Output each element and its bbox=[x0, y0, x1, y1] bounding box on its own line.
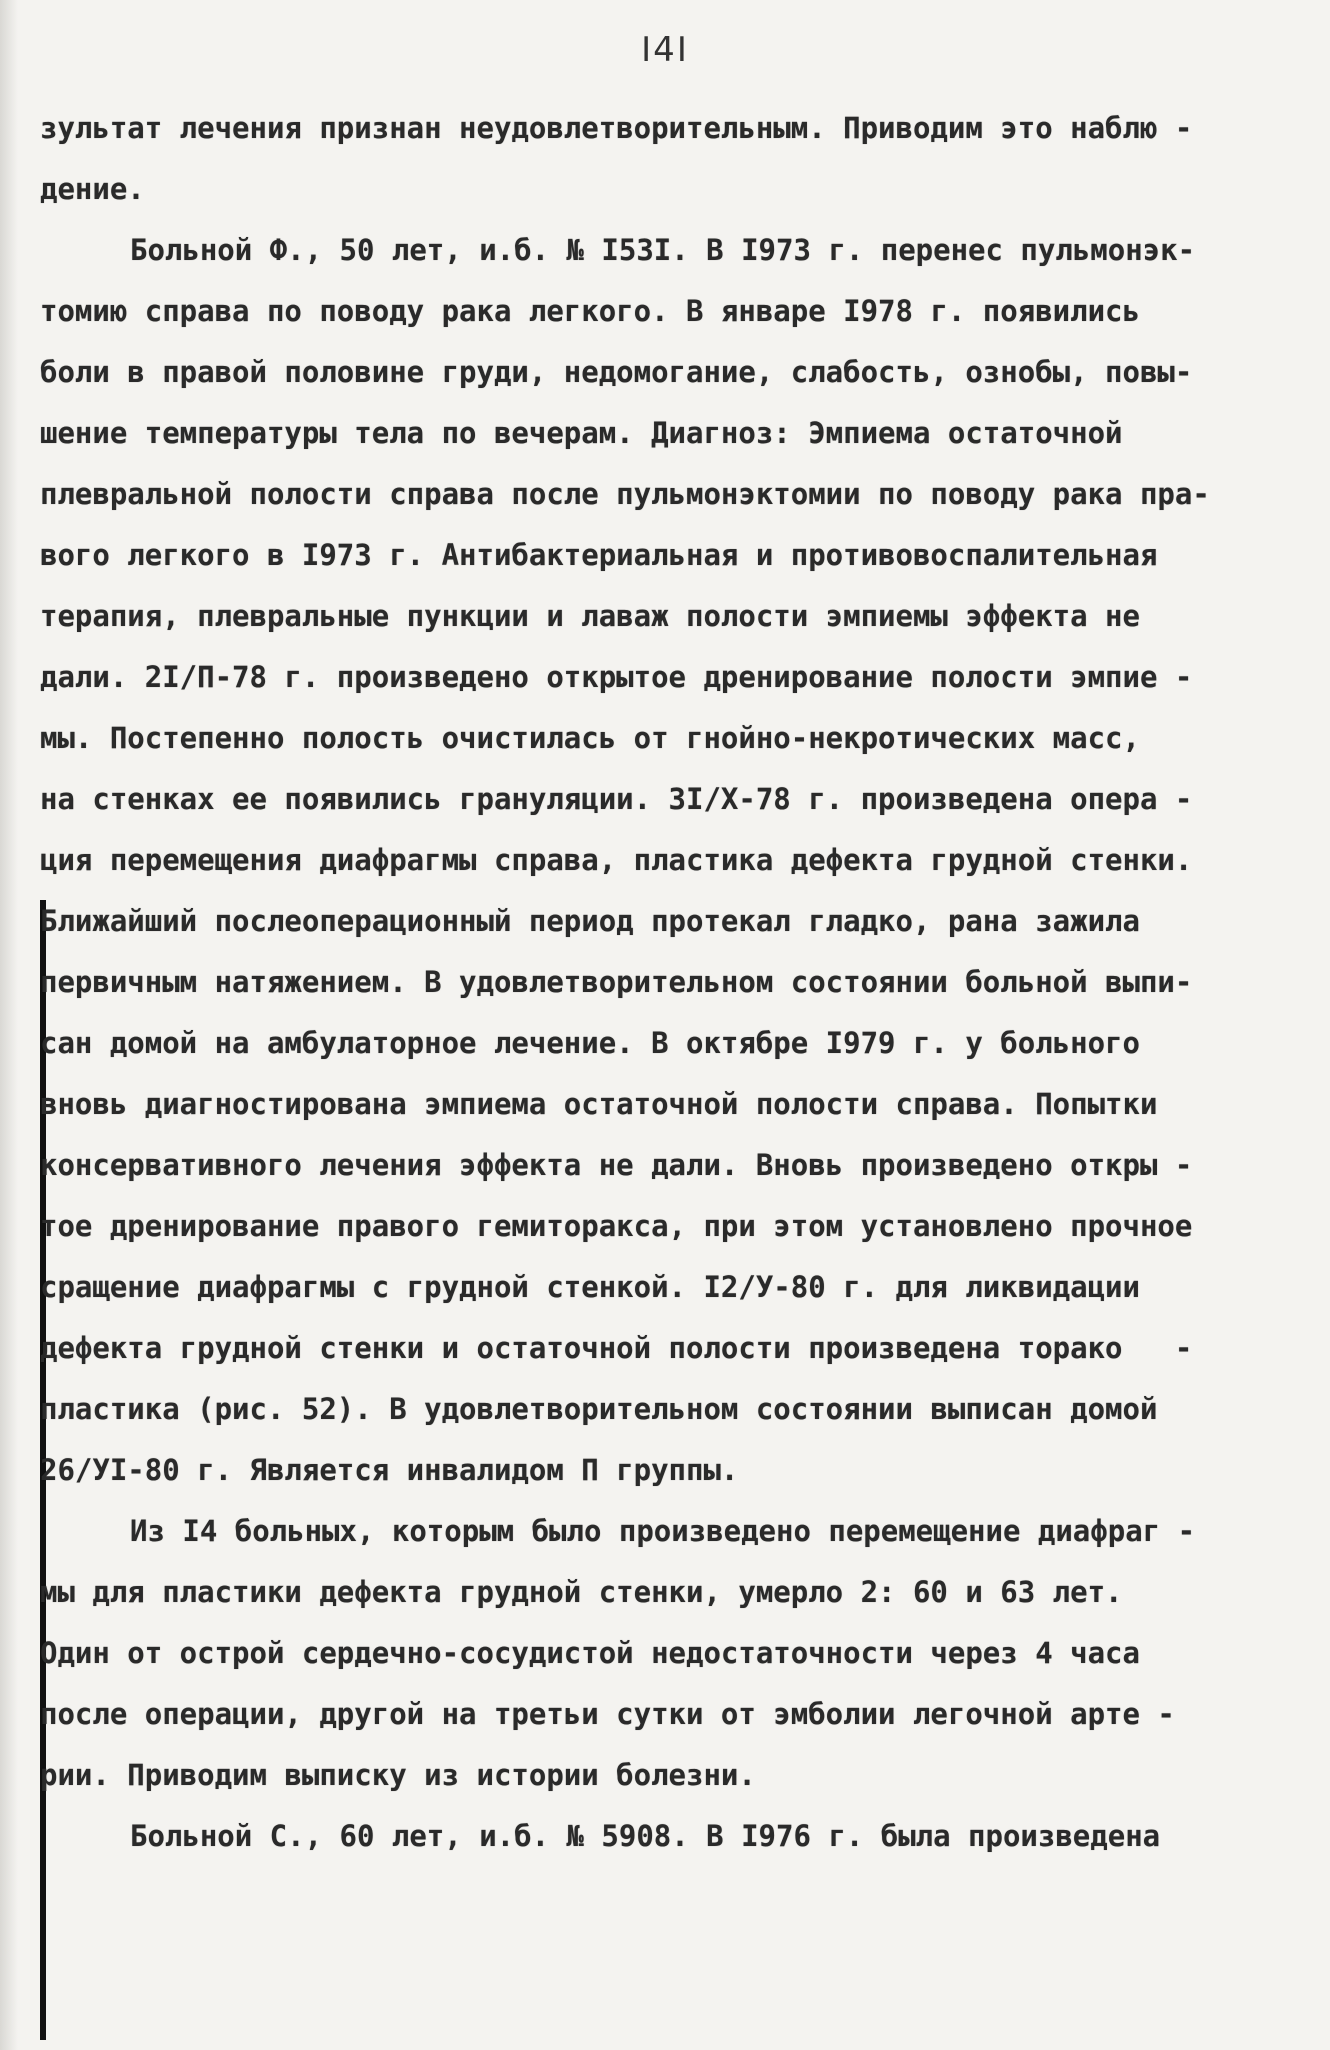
text-line: сращение диафрагмы с грудной стенкой. I2/У-80 г. для ликвидации bbox=[40, 1270, 1140, 1304]
text-line: шение температуры тела по вечерам. Диагноз: Эмпиема остаточной bbox=[40, 416, 1123, 450]
text-line: Из I4 больных, которым было произведено перемещение диафраг - bbox=[130, 1514, 1196, 1548]
text-line: рии. Приводим выписку из истории болезни. bbox=[40, 1758, 756, 1792]
text-line: тое дренирование правого гемиторакса, при этом установлено прочное bbox=[40, 1209, 1193, 1243]
text-line: боли в правой половине груди, недомогание, слабость, ознобы, повы- bbox=[40, 355, 1193, 389]
text-line: зультат лечения признан неудовлетворительным. Приводим это наблю - bbox=[40, 111, 1193, 145]
scan-shadow bbox=[0, 0, 18, 2050]
text-line: пластика (рис. 52). В удовлетворительном состоянии выписан домой bbox=[40, 1392, 1158, 1426]
text-line: томию справа по поводу рака легкого. В январе I978 г. появились bbox=[40, 294, 1140, 328]
text-line: Больной С., 60 лет, и.б. № 5908. В I976 г. была произведена bbox=[130, 1819, 1161, 1853]
page-number: I4I bbox=[641, 30, 689, 70]
text-line: 26/УI-80 г. Является инвалидом П группы. bbox=[40, 1453, 739, 1487]
text-line: после операции, другой на третьи сутки от эмболии легочной арте - bbox=[40, 1697, 1175, 1731]
text-line: вновь диагностирована эмпиема остаточной полости справа. Попытки bbox=[40, 1087, 1158, 1121]
text-line: Один от острой сердечно-сосудистой недостаточности через 4 часа bbox=[40, 1636, 1140, 1670]
text-line: дали. 2I/П-78 г. произведено открытое дренирование полости эмпие - bbox=[40, 660, 1193, 694]
text-line: Больной Ф., 50 лет, и.б. № I53I. В I973 г. перенес пульмонэк- bbox=[130, 233, 1196, 267]
text-line: плевральной полости справа после пульмонэктомии по поводу рака пра- bbox=[40, 477, 1210, 511]
text-line: дение. bbox=[40, 172, 145, 206]
text-line: мы. Постепенно полость очистилась от гнойно-некротических масс, bbox=[40, 721, 1140, 755]
text-line: на стенках ее появились грануляции. 3I/Х-78 г. произведена опера - bbox=[40, 782, 1193, 816]
text-line: сан домой на амбулаторное лечение. В октябре I979 г. у больного bbox=[40, 1026, 1140, 1060]
body-text bbox=[40, 98, 1295, 1867]
text-line: Ближайший послеоперационный период протекал гладко, рана зажила bbox=[40, 904, 1140, 938]
text-line: терапия, плевральные пункции и лаваж полости эмпиемы эффекта не bbox=[40, 599, 1140, 633]
text-line: ция перемещения диафрагмы справа, пластика дефекта грудной стенки. bbox=[40, 843, 1193, 877]
text-line: мы для пластики дефекта грудной стенки, умерло 2: 60 и 63 лет. bbox=[40, 1575, 1123, 1609]
text-line: дефекта грудной стенки и остаточной полости произведена торако - bbox=[40, 1331, 1193, 1365]
text-line: вого легкого в I973 г. Антибактериальная и противовоспалительная bbox=[40, 538, 1158, 572]
text-line: консервативного лечения эффекта не дали. Вновь произведено откры - bbox=[40, 1148, 1193, 1182]
text-line: первичным натяжением. В удовлетворительном состоянии больной выпи- bbox=[40, 965, 1193, 999]
